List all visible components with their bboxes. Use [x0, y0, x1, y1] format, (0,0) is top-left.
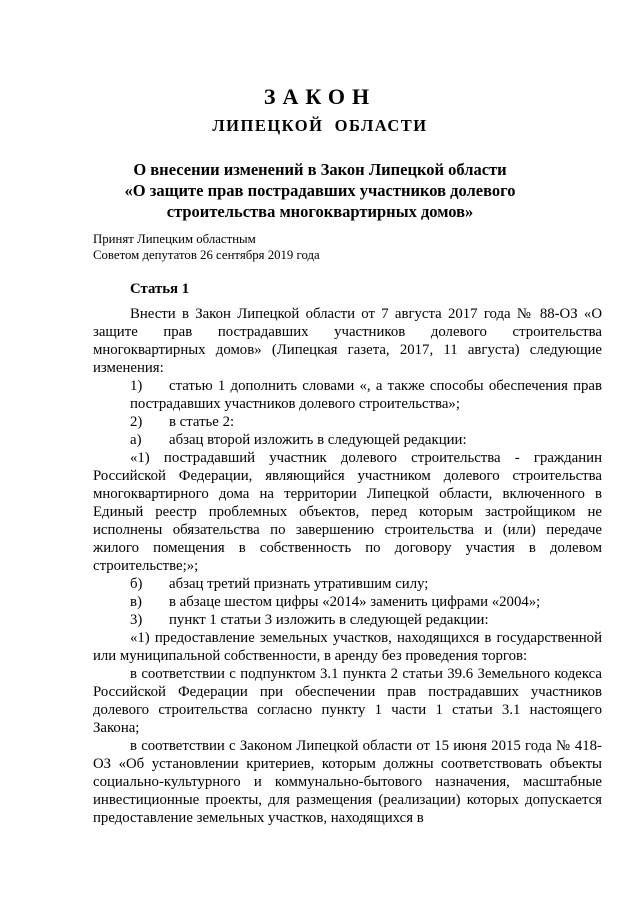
article-heading: Статья 1 [130, 281, 190, 297]
list-item-number: 2) [130, 414, 143, 430]
list-item-text: статью 1 дополнить словами «, а также способы обеспечения прав пострадавших участников долевого строительства»; [130, 378, 602, 412]
list-item [93, 431, 602, 449]
heading-line: О внесении изменений в Закон Липецкой области [133, 160, 507, 179]
list-item-number: в) [130, 594, 142, 610]
paragraph: в соответствии с подпунктом 3.1 пункта 2 статьи 39.6 Земельного кодекса Российской Федерации при обеспечении прав пострадавших участников долевого строительства согласно пункту 1 части 1 статьи 3.1 настоящего Закона; [93, 666, 602, 736]
paragraph: «1) предоставление земельных участков, находящихся в государственной или муниципальной собственности, в аренду без проведения торгов: [93, 630, 602, 664]
paragraph: «1) пострадавший участник долевого строительства - гражданин Российской Федерации, являющийся участником долевого строительства многоквартирного дома на территории Липецкой области, включенного в Единый реестр проблемных объектов, перед которым застройщиком не исполнены обязательства по завершению строительства и (или) передаче жилого помещения в собственность по договору участия в долевом строительстве;»; [93, 450, 602, 574]
list-item [93, 611, 602, 629]
list-item-text: в абзаце шестом цифры «2014» заменить цифрами «2004»; [169, 594, 541, 610]
list-item-text: пункт 1 статьи 3 изложить в следующей редакции: [169, 612, 489, 628]
law-title: ЗАКОН [263, 84, 377, 109]
list-item-number: а) [130, 432, 142, 448]
list-item-number: 1) [130, 378, 143, 394]
adoption-line: Принят Липецким областным [93, 232, 256, 246]
list-item [93, 575, 602, 593]
list-item-text: абзац третий признать утратившим силу; [169, 576, 429, 592]
heading-line: строительства многоквартирных домов» [166, 202, 474, 221]
adoption-line: Советом депутатов 26 сентября 2019 года [93, 248, 320, 262]
list-item [93, 593, 602, 611]
list-item-text: в статье 2: [169, 414, 235, 430]
list-item-number: 3) [130, 612, 143, 628]
document-body [93, 305, 602, 827]
law-region: ЛИПЕЦКОЙ ОБЛАСТИ [212, 116, 428, 135]
paragraph: Внести в Закон Липецкой области от 7 августа 2017 года № 88-ОЗ «О защите прав пострадавших участников долевого строительства многоквартирных домов» (Липецкая газета, 2017, 11 августа) следующие изменения: [93, 306, 602, 376]
law-heading [100, 159, 540, 222]
list-item [93, 377, 602, 413]
heading-line: «О защите прав пострадавших участников долевого [124, 181, 516, 200]
adoption-note [93, 231, 320, 263]
list-item [93, 413, 602, 431]
paragraph: в соответствии с Законом Липецкой области от 15 июня 2015 года № 418-ОЗ «Об установлении критериев, которым должны соответствовать объекты социально-культурного и коммунально-бытового назначения, масштабные инвестиционные проекты, для размещения (реализации) которых допускается предоставление земельных участков, находящихся в [93, 738, 602, 826]
list-item-text: абзац второй изложить в следующей редакции: [169, 432, 467, 448]
list-item-number: б) [130, 576, 143, 592]
